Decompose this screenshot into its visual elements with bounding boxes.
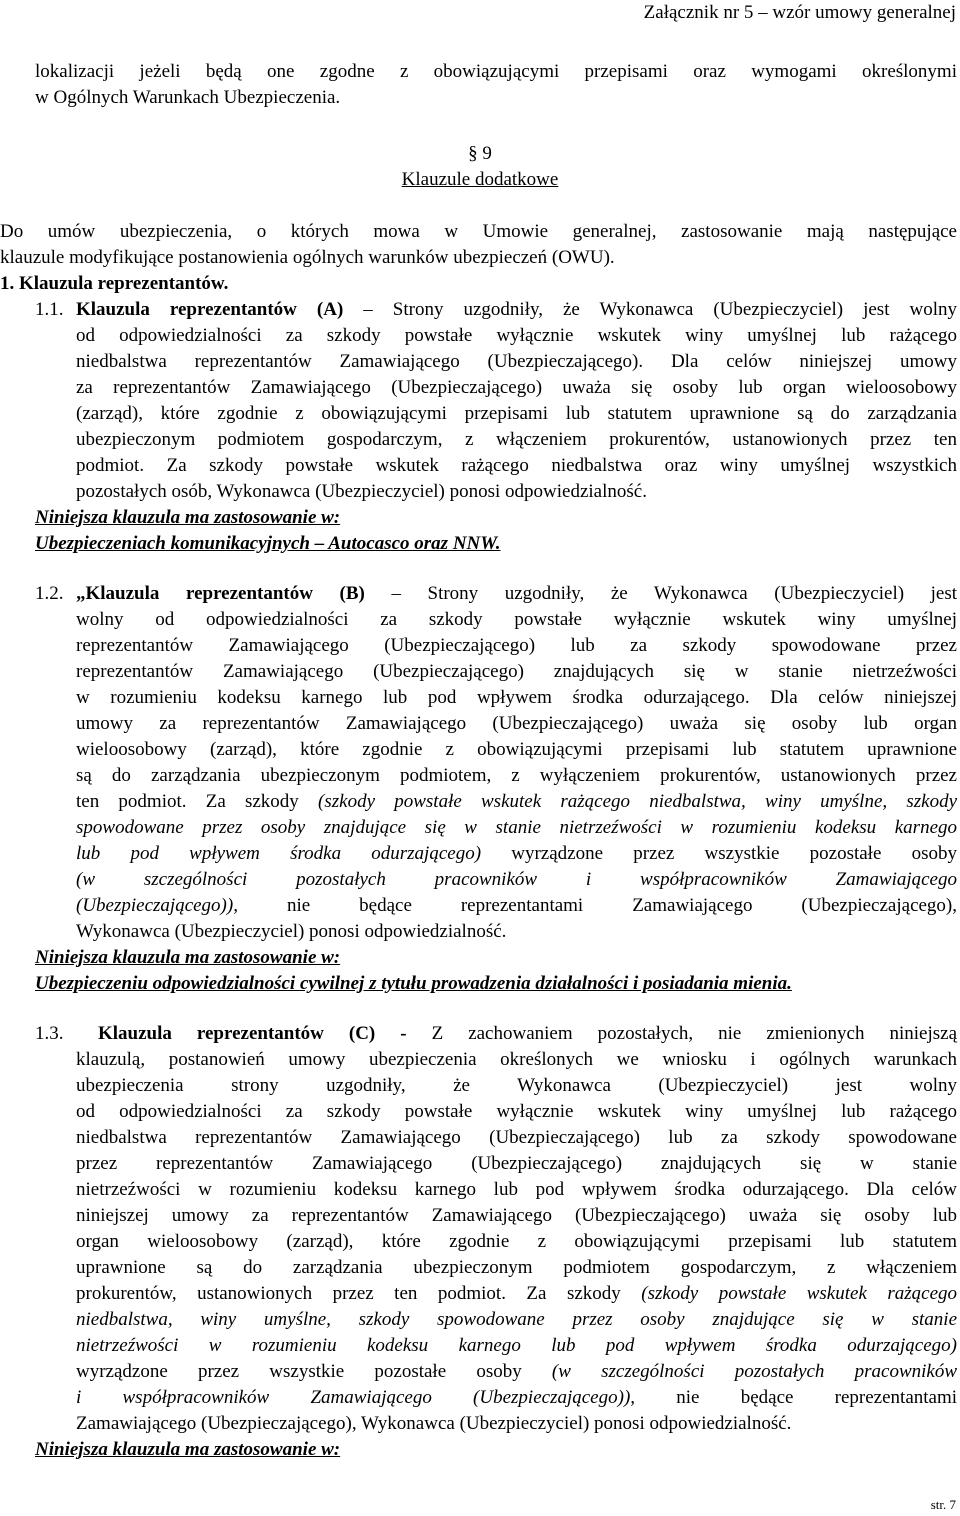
clause-c-line-6: przez reprezentantów Zamawiającego (Ubezpieczającego) znajdujących się w stanie: [76, 1153, 957, 1174]
clause-c-line-10: uprawnione są do zarządzania ubezpieczonym podmiotem gospodarczym, z włączeniem: [76, 1257, 957, 1278]
clause-b-line-9a: ten podmiot. Za szkody: [76, 791, 299, 812]
clause-c-line-12: niedbalstwa, winy umyślne, szkody spowodowane przez osoby znajdujące się w stanie: [76, 1309, 957, 1330]
clause-b-line-10: spowodowane przez osoby znajdujące się w stanie nietrzeźwości w rozumieniu kodeksu karnego: [76, 817, 957, 838]
clause-c-line-15a: i współpracowników Zamawiającego (Ubezpieczającego)),: [76, 1387, 636, 1408]
clause-c-line-1-text: Z zachowaniem pozostałych, nie zmienionych niniejszą: [431, 1023, 957, 1044]
clause-c-applies: Niniejsza klauzula ma zastosowanie w:: [35, 1439, 341, 1460]
clause-c-line-11b: (szkody powstałe wskutek rażącego: [641, 1283, 958, 1304]
clause-b-line-11: [76, 841, 957, 867]
document-header: Załącznik nr 5 – wzór umowy generalnej: [643, 2, 956, 23]
clause-b-line-13a: (Ubezpieczającego)),: [76, 895, 238, 916]
clause-b-line-12: (w szczególności pozostałych pracowników i współpracowników Zamawiającego: [76, 869, 957, 890]
clause-b-line-2: wolny od odpowiedzialności za szkody powstałe wyłącznie wskutek winy umyślnej: [76, 609, 957, 630]
clause-b-scope: Ubezpieczeniu odpowiedzialności cywilnej z tytułu prowadzenia działalności i posiadania mienia.: [35, 973, 792, 994]
clause-c-title: Klauzula reprezentantów (C) -: [98, 1023, 407, 1044]
clause-a-scope: Ubezpieczeniach komunikacyjnych – Autocasco oraz NNW.: [35, 533, 501, 554]
clause-b-line-13: [76, 893, 957, 919]
intro-line-2: w Ogólnych Warunkach Ubezpieczenia.: [35, 87, 341, 108]
clause-b-line-9b: (szkody powstałe wskutek rażącego niedbalstwa, winy umyślne, szkody: [318, 791, 957, 812]
clause-a-line-3: niedbalstwa reprezentantów Zamawiającego (Ubezpieczającego). Dla celów niniejszej umowy: [76, 351, 957, 372]
clause-b-line-1: [76, 581, 957, 607]
clause-a-line-4: za reprezentantów Zamawiającego (Ubezpieczającego) uważa się osoby lub organ wieloosobowy: [76, 377, 957, 398]
lead-line-2: klauzule modyfikujące postanowienia ogólnych warunków ubezpieczeń (OWU).: [0, 247, 615, 268]
clause-a-line-8: pozostałych osób, Wykonawca (Ubezpieczyciel) ponosi odpowiedzialność.: [76, 481, 647, 502]
heading-klauzula: 1. Klauzula reprezentantów.: [0, 273, 229, 294]
clause-c-line-14: [76, 1359, 957, 1385]
clause-b-line-9: [76, 789, 957, 815]
clause-b-line-3: reprezentantów Zamawiającego (Ubezpieczającego) lub za szkody spowodowane przez: [76, 635, 957, 656]
clause-b-line-7: wieloosobowy (zarząd), które zgodnie z obowiązującymi przepisami lub statutem uprawnione: [76, 739, 957, 760]
clause-b-line-1-text: – Strony uzgodniły, że Wykonawca (Ubezpieczyciel) jest: [391, 583, 957, 604]
clause-a-line-1-text: – Strony uzgodniły, że Wykonawca (Ubezpieczyciel) jest wolny: [363, 299, 957, 320]
section-number: § 9: [468, 143, 492, 164]
clause-c-line-11a: prokurentów, ustanowionych przez ten podmiot. Za szkody: [76, 1283, 621, 1304]
clause-a-line-7: podmiot. Za szkody powstałe wskutek rażącego niedbalstwa oraz winy umyślnej wszystkich: [76, 455, 957, 476]
clause-c-number: 1.3.: [35, 1023, 64, 1044]
clause-c-line-5: niedbalstwa reprezentantów Zamawiającego (Ubezpieczającego) lub za szkody spowodowane: [76, 1127, 957, 1148]
lead-line-1: Do umów ubezpieczenia, o których mowa w Umowie generalnej, zastosowanie mają następujące: [0, 221, 957, 242]
clause-b-applies: Niniejsza klauzula ma zastosowanie w:: [35, 947, 341, 968]
clause-b-line-5: w rozumieniu kodeksu karnego lub pod wpływem środka odurzającego. Dla celów niniejszej: [76, 687, 957, 708]
clause-b-title: „Klauzula reprezentantów (B): [76, 583, 365, 604]
clause-a-title: Klauzula reprezentantów (A): [76, 299, 344, 320]
clause-b-line-11a: lub pod wpływem środka odurzającego): [76, 843, 482, 864]
clause-c-line-9: organ wieloosobowy (zarząd), które zgodnie z obowiązującymi przepisami lub statutem: [76, 1231, 957, 1252]
clause-c-line-8: niniejszej umowy za reprezentantów Zamawiającego (Ubezpieczającego) uważa się osoby lub: [76, 1205, 957, 1226]
clause-c-line-15b: nie będące reprezentantami: [676, 1387, 958, 1408]
clause-b-line-11b: wyrządzone przez wszystkie pozostałe osoby: [511, 843, 957, 864]
clause-a-line-1: [76, 297, 957, 323]
clause-c-line-13: nietrzeźwości w rozumieniu kodeksu karnego lub pod wpływem środka odurzającego): [76, 1335, 957, 1356]
clause-c-line-11: [76, 1281, 957, 1307]
intro-line-1: lokalizacji jeżeli będą one zgodne z obowiązującymi przepisami oraz wymogami określonymi: [35, 61, 957, 82]
page-number: str. 7: [930, 1497, 956, 1512]
clause-b-line-8: są do zarządzania ubezpieczonym podmiotem, z wyłączeniem prokurentów, ustanowionych przez: [76, 765, 957, 786]
clause-c-line-16: Zamawiającego (Ubezpieczającego), Wykonawca (Ubezpieczyciel) ponosi odpowiedzialność.: [76, 1413, 792, 1434]
clause-c-line-3: ubezpieczenia strony uzgodniły, że Wykonawca (Ubezpieczyciel) jest wolny: [76, 1075, 957, 1096]
clause-a-line-6: ubezpieczonym podmiotem gospodarczym, z włączeniem prokurentów, ustanowionych przez ten: [76, 429, 957, 450]
clause-b-line-4: reprezentantów Zamawiającego (Ubezpieczającego) znajdujących się w stanie nietrzeźwości: [76, 661, 957, 682]
clause-c-line-14a: wyrządzone przez wszystkie pozostałe osoby: [76, 1361, 522, 1382]
clause-b-line-6: umowy za reprezentantów Zamawiającego (Ubezpieczającego) uważa się osoby lub organ: [76, 713, 957, 734]
clause-b-number: 1.2.: [35, 583, 64, 604]
clause-c-line-7: nietrzeźwości w rozumieniu kodeksu karnego lub pod wpływem środka odurzającego. Dla celów: [76, 1179, 957, 1200]
clause-b-line-13b: nie będące reprezentantami Zamawiającego (Ubezpieczającego),: [286, 895, 958, 916]
clause-a-line-2: od odpowiedzialności za szkody powstałe wyłącznie wskutek winy umyślnej lub rażącego: [76, 325, 957, 346]
clause-a-number: 1.1.: [35, 299, 64, 320]
clause-c-line-15: [76, 1385, 957, 1411]
clause-c-line-4: od odpowiedzialności za szkody powstałe wyłącznie wskutek winy umyślnej lub rażącego: [76, 1101, 957, 1122]
clause-c-line-2: klauzulą, postanowień umowy ubezpieczenia określonych we wniosku i ogólnych warunkach: [76, 1049, 957, 1070]
clause-c-line-14b: (w szczególności pozostałych pracowników: [551, 1361, 958, 1382]
clause-a-applies: Niniejsza klauzula ma zastosowanie w:: [35, 507, 341, 528]
clause-a-line-5: (zarząd), które zgodnie z obowiązującymi przepisami lub statutem uprawnione są do zarządzania: [76, 403, 957, 424]
clause-b-line-14: Wykonawca (Ubezpieczyciel) ponosi odpowiedzialność.: [76, 921, 507, 942]
clause-c-line-1: [98, 1021, 957, 1047]
section-title: Klauzule dodatkowe: [401, 169, 559, 190]
